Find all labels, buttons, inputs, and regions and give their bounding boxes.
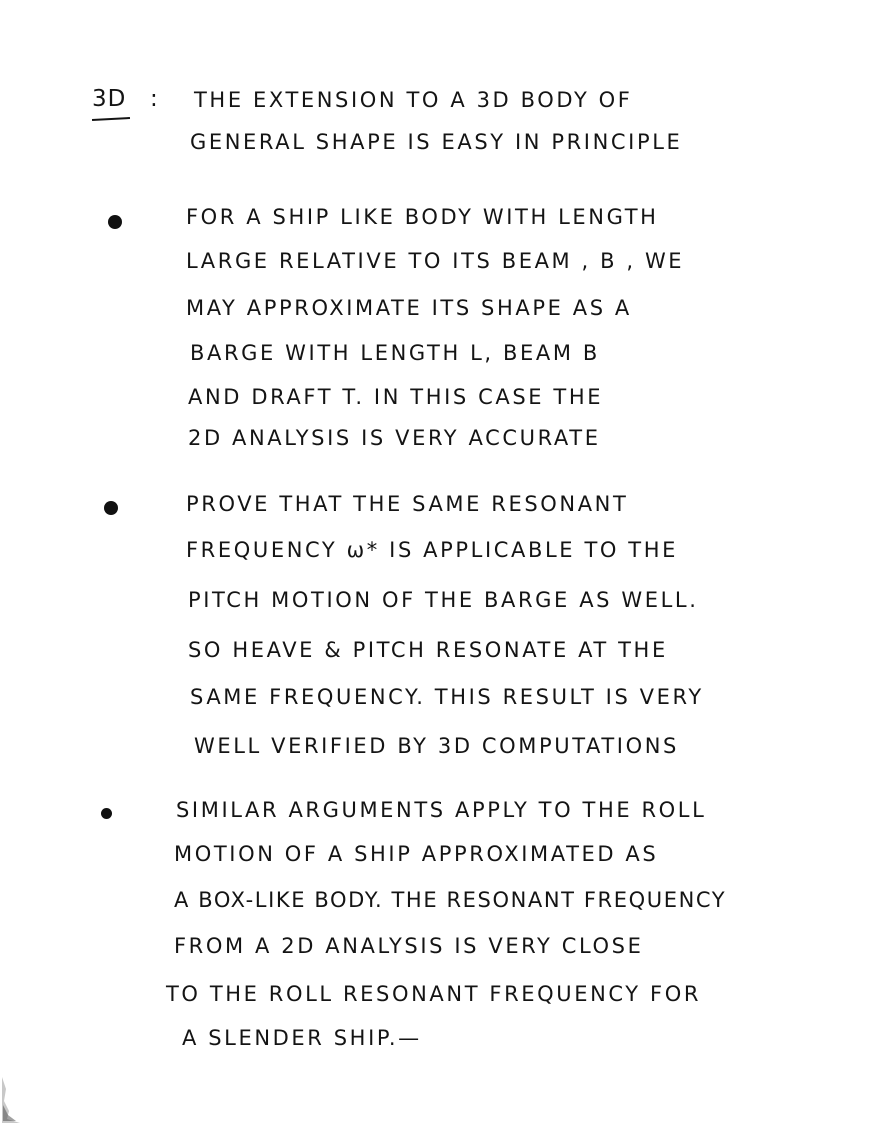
bullet-3-line-5: TO THE ROLL RESONANT FREQUENCY FOR [166,982,702,1006]
bullet-1-line-5: AND DRAFT T. IN THIS CASE THE [188,385,604,409]
intro-line-2: GENERAL SHAPE IS EASY IN PRINCIPLE [190,130,683,154]
bullet-2-line-3: PITCH MOTION OF THE BARGE AS WELL. [188,588,699,612]
bullet-1-dot [108,215,122,229]
bullet-3-line-6: A SLENDER SHIP.— [182,1026,422,1050]
bullet-2-dot [104,501,118,515]
bullet-3-line-2: MOTION OF A SHIP APPROXIMATED AS [174,842,659,866]
bullet-1-line-6: 2D ANALYSIS IS VERY ACCURATE [188,426,601,450]
section-label-underline [92,117,130,121]
bullet-3-line-1: SIMILAR ARGUMENTS APPLY TO THE ROLL [176,798,707,822]
bullet-2-line-1: PROVE THAT THE SAME RESONANT [186,492,629,516]
bullet-1-line-3: MAY APPROXIMATE ITS SHAPE AS A [186,296,632,320]
bullet-1-line-2: LARGE RELATIVE TO ITS BEAM , B , WE [186,249,685,273]
bullet-1-line-1: FOR A SHIP LIKE BODY WITH LENGTH [186,205,659,229]
bullet-3-dot [101,808,112,819]
bullet-2-line-6: WELL VERIFIED BY 3D COMPUTATIONS [194,734,679,758]
scan-edge-smudge [0,1075,22,1125]
bullet-2-line-2: FREQUENCY ω* IS APPLICABLE TO THE [186,538,678,562]
bullet-1-line-4: BARGE WITH LENGTH L, BEAM B [190,341,600,365]
bullet-3-line-4: FROM A 2D ANALYSIS IS VERY CLOSE [174,934,644,958]
bullet-2-line-5: SAME FREQUENCY. THIS RESULT IS VERY [190,685,704,709]
section-separator: : [150,86,158,112]
section-label: 3D [92,86,127,112]
bullet-3-line-3: A BOX-LIKE BODY. THE RESONANT FREQUENCY [174,888,727,912]
bullet-2-line-4: SO HEAVE & PITCH RESONATE AT THE [188,638,668,662]
intro-line-1: THE EXTENSION TO A 3D BODY OF [194,88,633,112]
